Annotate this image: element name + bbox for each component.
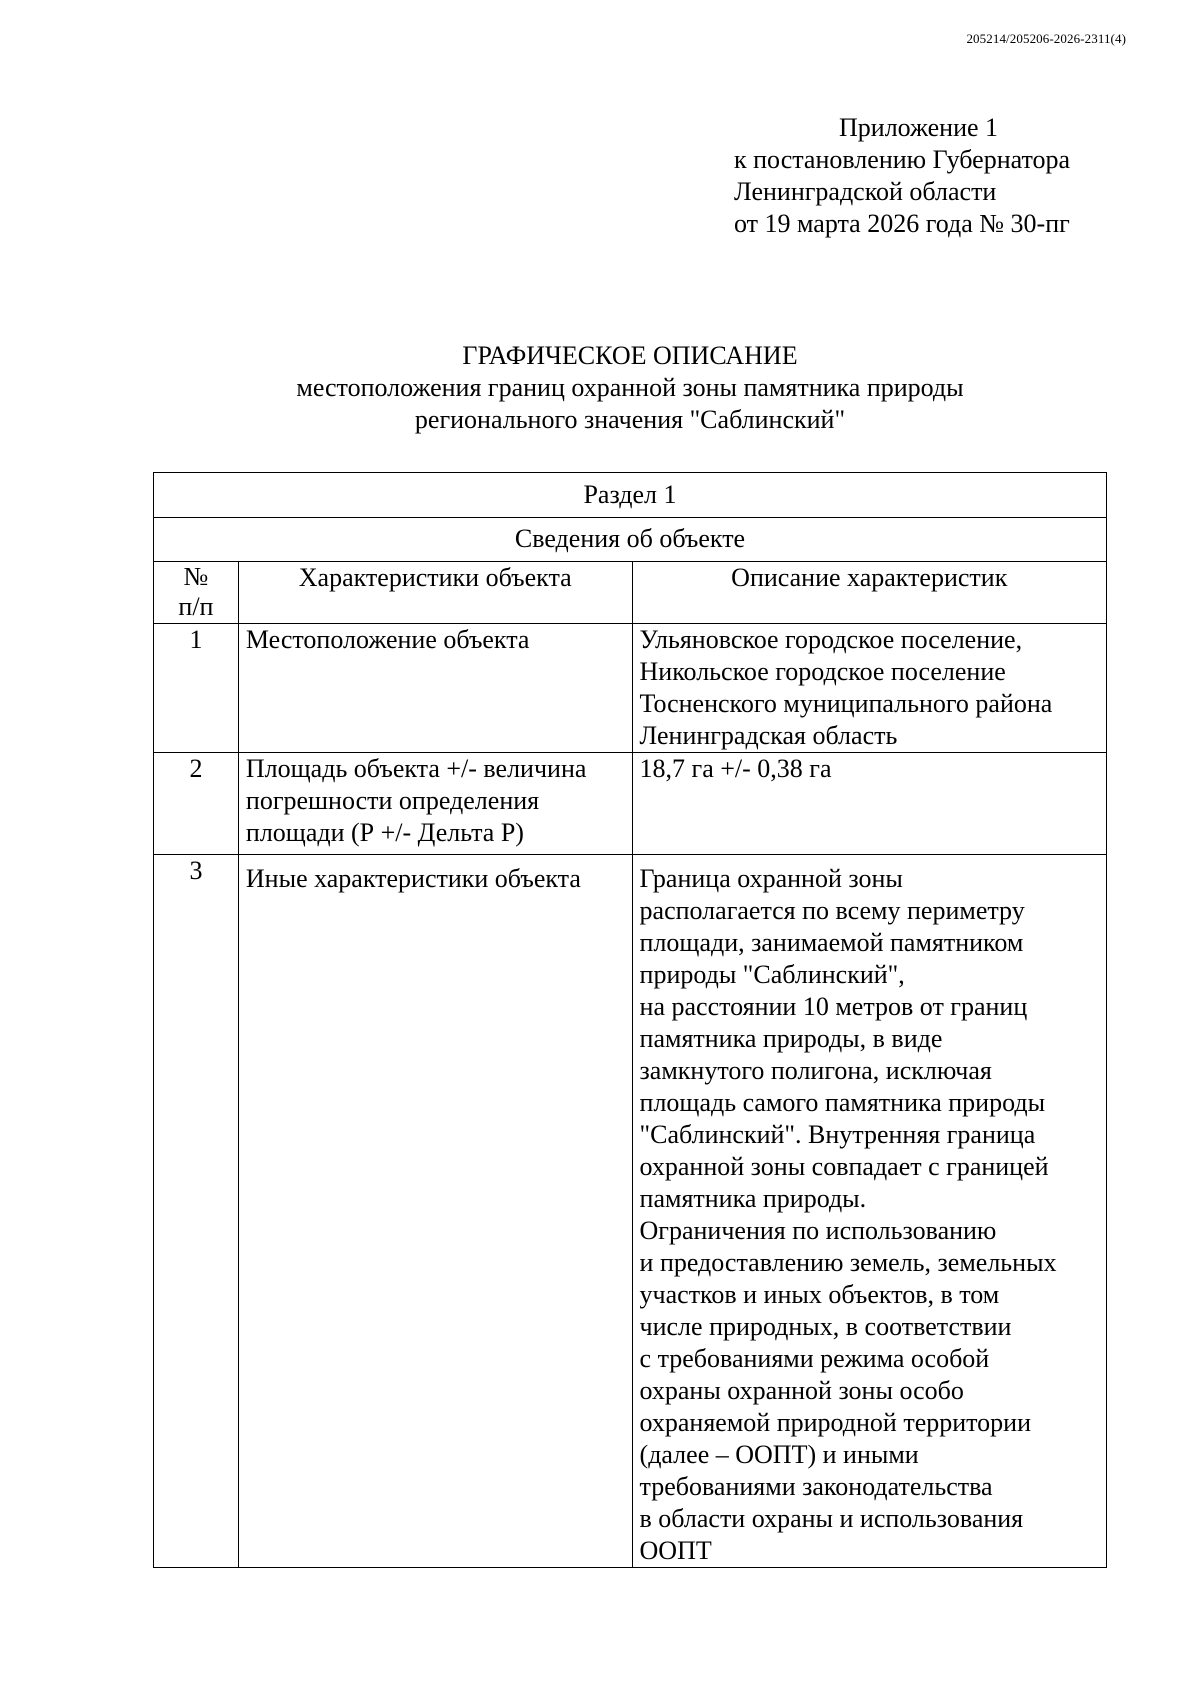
document-registration-number: 205214/205206-2026-2311(4)	[966, 31, 1126, 46]
text-line: площади, занимаемой памятником	[639, 928, 1024, 957]
appendix-block	[734, 112, 1134, 240]
header-description: Описание характеристик	[632, 562, 1106, 624]
object-info-table	[153, 472, 1107, 1568]
text-line: Ленинградская область	[639, 721, 898, 750]
text-line: памятника природы, в виде	[639, 1024, 943, 1053]
text-line: требованиями законодательства	[639, 1472, 993, 1501]
text-line: Иные характеристики объекта	[245, 864, 581, 893]
title-subtitle-line: регионального значения "Саблинский"	[414, 405, 846, 434]
document-title	[150, 340, 1110, 436]
table-row	[154, 855, 1107, 1568]
section-row	[154, 473, 1107, 518]
text-line: с требованиями режима особой	[639, 1344, 990, 1373]
caption-row	[154, 518, 1107, 562]
row-description	[632, 624, 1106, 753]
appendix-line: от 19 марта 2026 года № 30-пг	[734, 209, 1070, 238]
title-subtitle-line: местоположения границ охранной зоны памятника природы	[296, 373, 964, 402]
text-line: Тосненского муниципального района	[639, 689, 1053, 718]
text-line: площади (Р +/- Дельта Р)	[245, 818, 524, 847]
text-line: (далее – ООПТ) и иными	[639, 1440, 919, 1469]
table-row	[154, 624, 1107, 753]
text-line: Ограничения по использованию	[639, 1216, 997, 1245]
header-row	[154, 562, 1107, 624]
header-number	[154, 562, 239, 624]
header-number-line: п/п	[178, 592, 214, 621]
text-line: охраняемой природной территории	[639, 1408, 1032, 1437]
text-line: на расстоянии 10 метров от границ	[639, 992, 1028, 1021]
section-title: Раздел 1	[154, 473, 1107, 518]
text-line: участков и иных объектов, в том	[639, 1280, 1000, 1309]
text-line: Ульяновское городское поселение,	[639, 625, 1023, 654]
text-line: в области охраны и использования	[639, 1504, 1024, 1533]
appendix-line: к постановлению Губернатора	[734, 145, 1071, 174]
row-number: 2	[154, 753, 239, 855]
text-line: 18,7 га +/- 0,38 га	[639, 754, 832, 783]
text-line: ООПТ	[639, 1536, 712, 1565]
title-heading: ГРАФИЧЕСКОЕ ОПИСАНИЕ	[462, 341, 798, 370]
text-line: числе природных, в соответствии	[639, 1312, 1012, 1341]
row-description	[632, 753, 1106, 855]
text-line: погрешности определения	[245, 786, 540, 815]
table-row	[154, 753, 1107, 855]
text-line: природы "Саблинский",	[639, 960, 905, 989]
appendix-line: Ленинградской области	[734, 177, 997, 206]
text-line: "Саблинский". Внутренняя граница	[639, 1120, 1036, 1149]
table-caption: Сведения об объекте	[154, 518, 1107, 562]
text-line: памятника природы.	[639, 1184, 867, 1213]
appendix-line: Приложение 1	[839, 113, 999, 142]
text-line: Площадь объекта +/- величина	[245, 754, 587, 783]
row-number: 3	[154, 855, 239, 1568]
text-line: Никольское городское поселение	[639, 657, 1006, 686]
text-line: охраны охранной зоны особо	[639, 1376, 964, 1405]
header-characteristic: Характеристики объекта	[238, 562, 632, 624]
text-line: и предоставлению земель, земельных	[639, 1248, 1057, 1277]
row-description	[632, 855, 1106, 1568]
row-characteristic	[238, 855, 632, 1568]
text-line: замкнутого полигона, исключая	[639, 1056, 992, 1085]
text-line: Местоположение объекта	[245, 625, 530, 654]
text-line: площадь самого памятника природы	[639, 1088, 1046, 1117]
text-line: охранной зоны совпадает с границей	[639, 1152, 1049, 1181]
row-number: 1	[154, 624, 239, 753]
header-number-line: №	[183, 562, 209, 591]
text-line: располагается по всему периметру	[639, 896, 1025, 925]
text-line: Граница охранной зоны	[639, 864, 903, 893]
row-characteristic	[238, 624, 632, 753]
row-characteristic	[238, 753, 632, 855]
